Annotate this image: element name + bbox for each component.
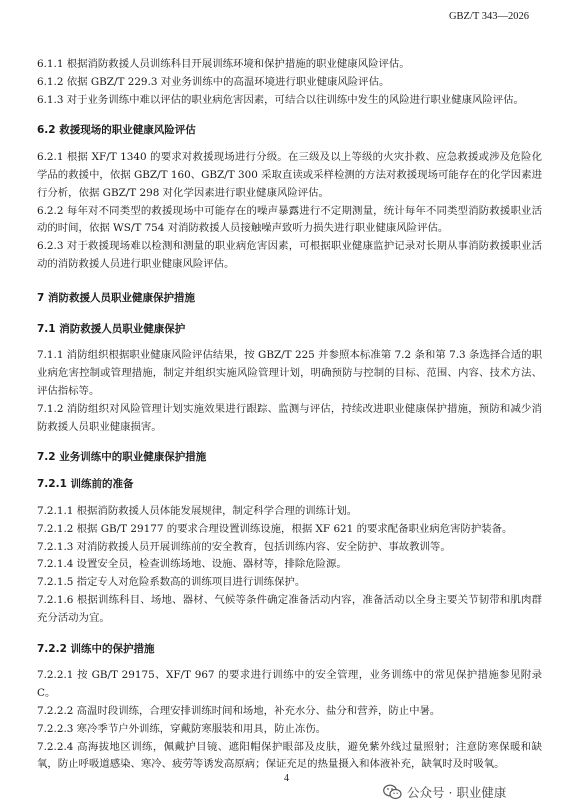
- clause-paragraph: 7.2.2.2 高温时段训练，合理安排训练时间和场地，补充水分、盐分和营养，防止中暑。: [37, 704, 441, 717]
- section-heading: 7 消防救援人员职业健康保护措施: [37, 291, 195, 304]
- clause-paragraph: 6.2.3 对于救援现场难以检测和测量的职业病危害因素，可根据职业健康监护记录对长期从事消防救援职业活动的消防救援人员进行职业健康风险评估。: [37, 240, 542, 270]
- clause-paragraph: 7.2.2.3 寒冷季节户外训练，穿戴防寒服装和用具，防止冻伤。: [37, 722, 327, 735]
- watermark-text: 公众号 · 职业健康: [407, 785, 507, 800]
- standard-code: GBZ/T 343—2026: [448, 11, 529, 22]
- clause-paragraph: 6.2.2 每年对不同类型的救援现场中可能存在的噪声暴露进行不定期测量，统计每年不同类型消防救援职业活动的时间，依据 WS/T 754 对消防救援人员接触噪声致听力损失进行职业健康风险评估。: [37, 204, 542, 235]
- clause-paragraph: 7.2.1.5 指定专人对危险系数高的训练项目进行训练保护。: [37, 576, 306, 589]
- spacer: [37, 308, 542, 321]
- spacer: [37, 494, 542, 503]
- clause-paragraph: 6.2.1 根据 XF/T 1340 的要求对救援现场进行分级。在三级及以上等级的火灾扑救、应急救援或涉及危险化学品的救援中，依据 GBZ/T 160、GBZ/T 300 采取直读或采样检测的方法对救援现场可能存在的化学因素进行分析，依据 GBZ/T 298 对化学因素进行职业健康风险评估。: [37, 151, 542, 199]
- spacer: [37, 628, 542, 641]
- section-heading: 7.2 业务训练中的职业健康保护措施: [37, 451, 207, 464]
- spacer: [37, 109, 542, 122]
- clause-paragraph: 7.2.1.3 对消防救援人员开展训练前的安全教育，包括训练内容、安全防护、事故教训等。: [37, 540, 451, 553]
- clause-paragraph: 7.1.1 消防组织根据职业健康风险评估结果，按 GBZ/T 225 并参照本标准第 7.2 条和第 7.3 条选择合适的职业病危害控制或管理措施，制定并组织实施风险管理计划，明确预防与控制的目标、范围、内容、技术方法、评估指标等。: [37, 349, 542, 397]
- spacer: [37, 467, 542, 476]
- clause-paragraph: 7.2.1.1 根据消防救援人员体能发展规律，制定科学合理的训练计划。: [37, 504, 358, 517]
- wechat-icon: [383, 784, 402, 800]
- section-heading: 7.1 消防救援人员职业健康保护: [37, 322, 186, 335]
- wechat-watermark: [383, 783, 506, 801]
- spacer: [37, 274, 542, 290]
- section-heading: 7.2.2 训练中的保护措施: [37, 642, 155, 655]
- clause-paragraph: 7.1.2 消防组织对风险管理计划实施效果进行跟踪、监测与评估，持续改进职业健康保护措施，预防和减少消防救援人员职业健康损害。: [37, 402, 542, 433]
- clause-paragraph: 7.2.2.4 高海拔地区训练，佩戴护目镜、遮阳帽保护眼部及皮肤，避免紫外线过量照射；注意防寒保暖和缺氧，防止呼吸道感染、寒冷、疲劳等诱发高原病；保证充足的热量摄入和体液补充，缺氧时及时吸氧。: [37, 740, 542, 771]
- document-body: [37, 56, 542, 774]
- clause-paragraph: 7.2.1.2 根据 GB/T 29177 的要求合理设置训练设施，根据 XF 621 的要求配备职业病危害防护装备。: [37, 522, 513, 535]
- clause-paragraph: 6.1.1 根据消防救援人员训练科目开展训练环境和保护措施的职业健康风险评估。: [37, 58, 410, 70]
- spacer: [37, 436, 542, 449]
- clause-paragraph: 7.2.1.4 设置安全员，检查训练场地、设施、器材等，排除危险源。: [37, 558, 347, 571]
- section-heading: 7.2.1 训练前的准备: [37, 478, 134, 491]
- spacer: [37, 140, 542, 149]
- page-number: 4: [284, 773, 289, 784]
- clause-paragraph: 7.2.2.1 按 GB/T 29175、XF/T 967 的要求进行训练中的安全管理，业务训练中的常见保护措施参见附录 C。: [37, 669, 542, 700]
- clause-paragraph: 6.1.3 对于业务训练中难以评估的职业病危害因素，可结合以往训练中发生的风险进行职业健康风险评估。: [37, 93, 524, 106]
- spacer: [37, 338, 542, 347]
- clause-paragraph: 6.1.2 依据 GBZ/T 229.3 对业务训练中的高温环境进行职业健康风险评估。: [37, 75, 390, 88]
- spacer: [37, 658, 542, 667]
- section-heading: 6.2 救援现场的职业健康风险评估: [37, 124, 196, 137]
- clause-paragraph: 7.2.1.6 根据训练科目、场地、器材、气候等条件确定准备活动内容，准备活动以全身主要关节韧带和肌肉群充分活动为宜。: [37, 593, 542, 624]
